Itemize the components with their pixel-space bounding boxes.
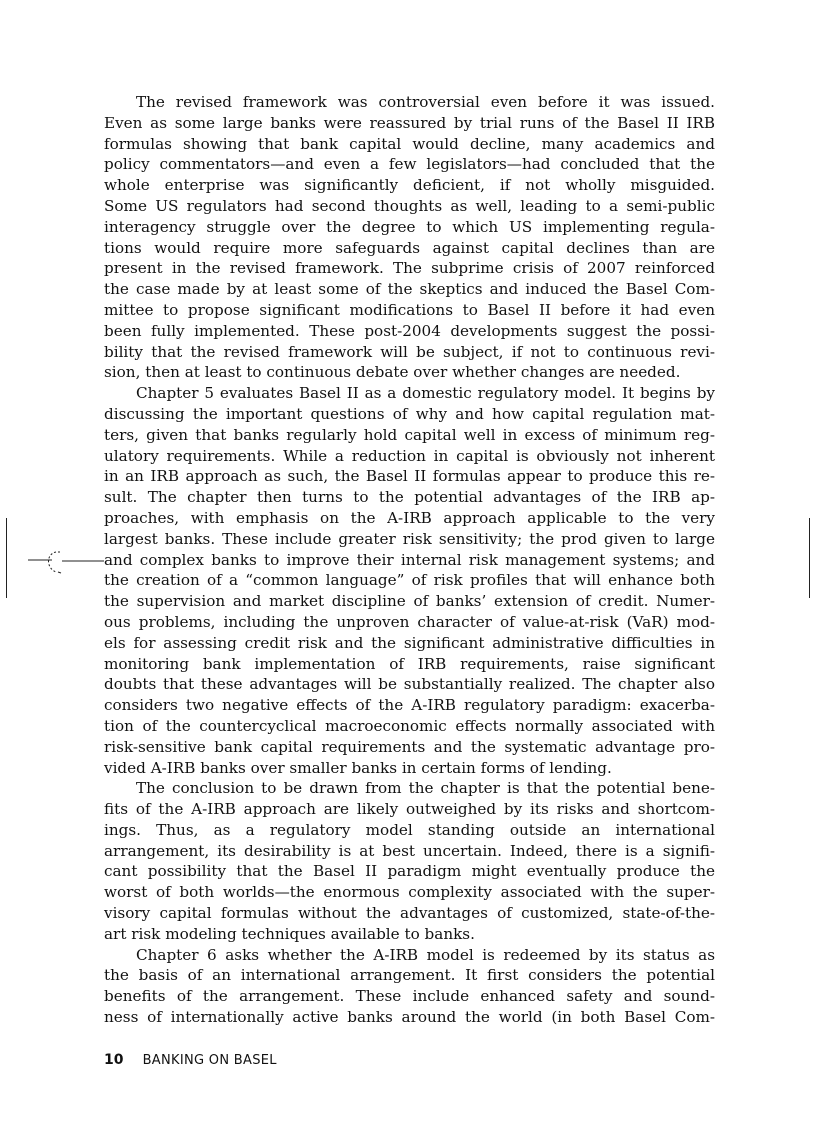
text-line: doubts that these advantages will be substantially realized. The chapter also	[104, 675, 715, 694]
text-line: els for assessing credit risk and the significant administrative difficulties in	[104, 633, 715, 652]
paragraph	[104, 945, 715, 1028]
paragraph	[104, 383, 715, 778]
left-edge-rule	[6, 518, 7, 598]
text-line: interagency struggle over the degree to which US implementing regula-	[104, 217, 715, 236]
text-line: ulatory requirements. While a reduction in capital is obviously not inherent	[104, 446, 715, 465]
text-line: present in the revised framework. The subprime crisis of 2007 reinforced	[104, 259, 715, 278]
text-line: formulas showing that bank capital would decline, many academics and	[104, 134, 715, 153]
text-line: vided A-IRB banks over smaller banks in certain forms of lending.	[104, 758, 612, 777]
text-line: Chapter 6 asks whether the A-IRB model is redeemed by its status as	[136, 945, 715, 964]
text-line: considers two negative effects of the A-IRB regulatory paradigm: exacerba-	[104, 696, 715, 715]
text-line: worst of both worlds—the enormous complexity associated with the super-	[104, 883, 715, 902]
text-line: ters, given that banks regularly hold capital well in excess of minimum reg-	[104, 425, 715, 444]
text-line: risk-sensitive bank capital requirements and the systematic advantage pro-	[104, 737, 715, 756]
text-line: ness of internationally active banks around the world (in both Basel Com-	[104, 1008, 715, 1027]
paragraph	[104, 92, 715, 383]
text-line: been fully implemented. These post-2004 developments suggest the possi-	[104, 321, 715, 340]
text-line: visory capital formulas without the advantages of customized, state-of-the-	[104, 904, 715, 923]
text-line: Even as some large banks were reassured by trial runs of the Basel II IRB	[104, 113, 715, 132]
text-line: ous problems, including the unproven character of value-at-risk (VaR) mod-	[104, 612, 715, 631]
text-line: Some US regulators had second thoughts as well, leading to a semi-public	[104, 196, 715, 215]
text-line: sion, then at least to continuous debate over whether changes are needed.	[104, 363, 681, 382]
margin-bracket-mark	[28, 548, 104, 578]
text-line: policy commentators—and even a few legislators—had concluded that the	[104, 155, 715, 174]
text-line: the basis of an international arrangement. It first considers the potential	[104, 966, 715, 985]
text-line: The revised framework was controversial even before it was issued.	[136, 93, 715, 111]
right-edge-rule	[809, 518, 810, 598]
page-footer	[104, 1049, 277, 1068]
text-line: tions would require more safeguards against capital declines than are	[104, 238, 715, 257]
body-text	[104, 92, 715, 1028]
text-line: the creation of a “common language” of risk profiles that will enhance both	[104, 571, 715, 590]
text-line: bility that the revised framework will be subject, if not to continuous revi-	[104, 342, 715, 361]
text-line: The conclusion to be drawn from the chapter is that the potential bene-	[136, 779, 715, 798]
text-line: discussing the important questions of why and how capital regulation mat-	[104, 404, 715, 423]
text-line: monitoring bank implementation of IRB requirements, raise significant	[104, 654, 715, 673]
text-line: sult. The chapter then turns to the potential advantages of the IRB ap-	[104, 488, 715, 507]
text-line: mittee to propose significant modifications to Basel II before it had even	[104, 300, 715, 319]
text-line: ings. Thus, as a regulatory model standing outside an international	[104, 820, 715, 839]
text-line: tion of the countercyclical macroeconomic effects normally associated with	[104, 716, 715, 735]
text-line: the supervision and market discipline of banks’ extension of credit. Numer-	[104, 592, 715, 611]
text-line: in an IRB approach as such, the Basel II formulas appear to produce this re-	[104, 467, 715, 486]
page-number: 10	[104, 1052, 124, 1068]
text-line: benefits of the arrangement. These include enhanced safety and sound-	[104, 987, 715, 1006]
text-line: proaches, with emphasis on the A-IRB approach applicable to the very	[104, 508, 715, 527]
text-line: art risk modeling techniques available to banks.	[104, 924, 475, 943]
text-line: Chapter 5 evaluates Basel II as a domestic regulatory model. It begins by	[136, 384, 715, 403]
text-line: fits of the A-IRB approach are likely outweighed by its risks and shortcom-	[104, 800, 715, 819]
text-line: cant possibility that the Basel II paradigm might eventually produce the	[104, 862, 715, 881]
text-line: arrangement, its desirability is at best uncertain. Indeed, there is a signifi-	[104, 841, 715, 860]
paragraph	[104, 778, 715, 944]
running-head: BANKING ON BASEL	[142, 1053, 277, 1068]
text-line: largest banks. These include greater risk sensitivity; the prod given to large	[104, 529, 715, 548]
text-line: the case made by at least some of the skeptics and induced the Basel Com-	[104, 280, 715, 299]
text-line: whole enterprise was significantly deficient, if not wholly misguided.	[104, 176, 715, 195]
text-line: and complex banks to improve their internal risk management systems; and	[104, 550, 715, 569]
